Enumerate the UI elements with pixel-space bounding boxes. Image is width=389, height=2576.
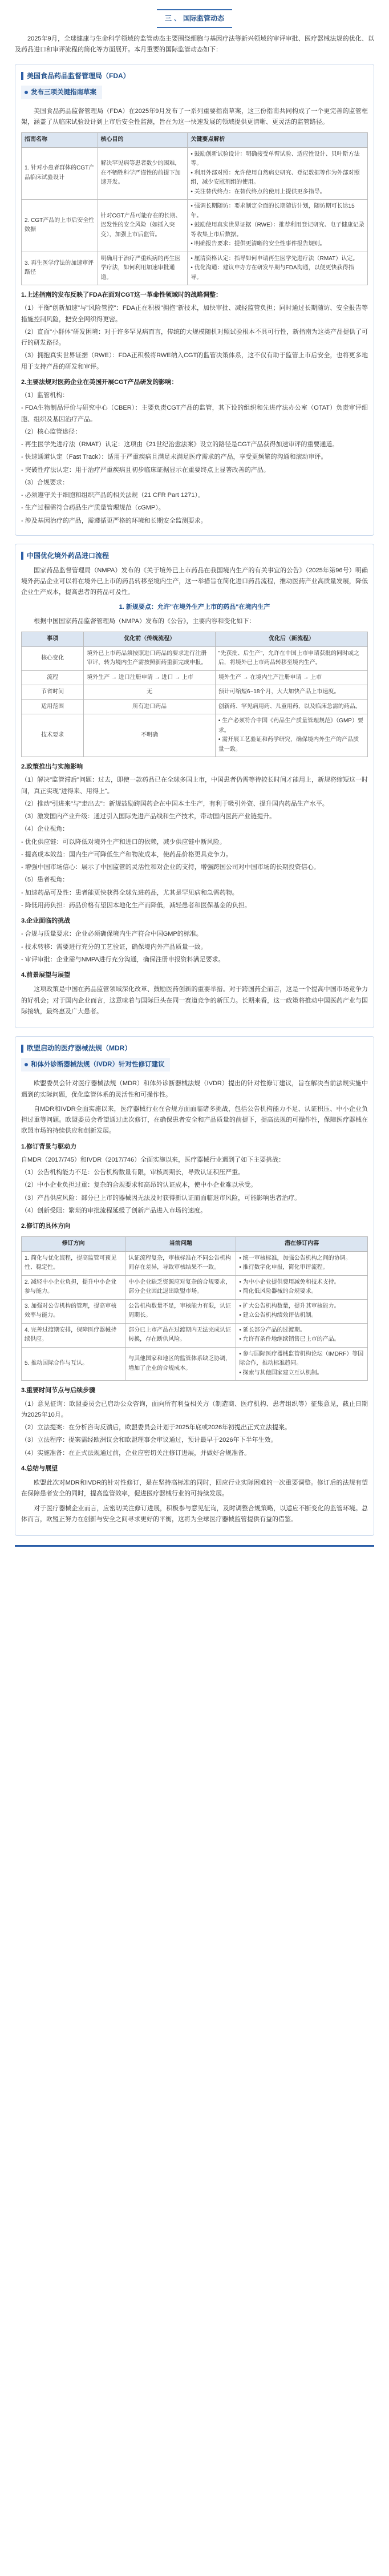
table-header-row [22, 133, 368, 148]
list-item: - 再生医学先进疗法（RMAT）认定：这项由《21世纪治愈法案》设立的路径是CGT产品获得加速审评的重要通道。 [21, 441, 339, 448]
fda-heading-2: 2.主要法规对医药企业在美国开展CGT产品研发的影响： [21, 378, 178, 386]
list-item: （2）中小企业负担过重：复杂的合规要求和高昂的认证成本，使中小企业难以承受。 [21, 1182, 257, 1189]
eu-paragraph: 欧盟委员会针对医疗器械法规（MDR）和体外诊断器械法规（IVDR）提出的针对性修订建议，旨在解决当前法规实施中遇到的实际问题，优化监管体系的灵活性和可操作性。 [21, 1080, 368, 1098]
table-row [22, 714, 368, 757]
china-heading-4: 4.前景展望与展望 [21, 972, 71, 979]
fda-paragraph: 美国食品药品监督管理局（FDA）在2025年9月发布了一系列重要指南草案，这三份指南共同构成了一个更完善的监管框架，涵盖了从临床试验设计到上市后安全性监测，旨在为这一快速发展的领域提供更清晰、更灵活的监管路径。 [21, 107, 368, 126]
eu-section [15, 1036, 374, 1536]
china-title: 中国优化境外药品进口流程 [27, 551, 110, 560]
china-comparison-table [21, 632, 368, 757]
china-section [15, 544, 374, 1028]
list-item: - 优化供应链：可以降低对境外生产和进口的依赖，减少供应链中断风险。 [21, 838, 226, 846]
eu-revision-table [21, 1236, 368, 1381]
table-cell: 针对CGT产品可能存在的长期、迟发性的安全风险（如插入突变），加强上市后监管。 [98, 200, 188, 252]
table-row [22, 252, 368, 285]
table-cell: 境外已上市药品须按照进口药品的要求进行注册审评，转为境内生产需按照新药重新完成申报。 [84, 646, 216, 670]
table-cell: 明确用于治疗严重疾病的再生医学疗法，如何利用加速审批通道。 [98, 252, 188, 285]
list-item: （1）意见征询：欧盟委员会已启动公众咨询，面向所有利益相关方（制造商、医疗机构、患者组织等）征集意见，截止日期为2025年10月。 [21, 1400, 368, 1418]
table-row [22, 699, 368, 714]
eu-heading-1: 1.修订背景与驱动力 [21, 1143, 77, 1150]
table-row [22, 1347, 368, 1381]
china-paragraph-4: 这项政策是中国在药品监管领域深化改革、鼓励医药创新的重要举措。对于跨国药企而言，这是一个提高中国市场竞争力的好机会；对于国内企业而言，这意味着与国际巨头在同一赛道竞争的新压力。长期来看，这一政策将推动中国医药产业与国际接轨，最终惠及广大患者。 [21, 986, 368, 1015]
table-row [22, 685, 368, 700]
footer-divider [15, 1545, 374, 1547]
china-paragraph: 国家药品监督管理局（NMPA）发布的《关于境外已上市药品在我国境内生产的有关事宜的公告》（2025年第96号）明确境外药品企业可以将在境外已上市的药品转移至境内生产，这一举措旨在简化进口药品流程，推动医药产业高质量发展，降低企业生产成本，提高患者的药品可及性。 [21, 567, 368, 596]
table-cell: 境外生产 → 进口注册申请 → 进口 → 上市 [84, 670, 216, 685]
table-cell: 1. 简化与优化流程，提高监管可预见性、稳定性。 [22, 1251, 125, 1275]
table-cell: 2. 减轻中小企业负担，提升中小企业参与能力。 [22, 1275, 125, 1299]
fda-heading [21, 70, 368, 82]
table-cell: 不明确 [84, 714, 216, 757]
heading-bar-icon [21, 72, 23, 80]
eu-paragraph-4b: 对于医疗器械企业而言，应密切关注修订进展，积极参与意见征询，及时调整合规策略，以适应不断变化的监管环境。总体而言，欧盟正努力在创新与安全之间寻求更好的平衡，这将为全球医疗器械监管提供有益的借鉴。 [21, 1505, 368, 1523]
table-cell: 公告机构数量不足，审核能力有限，认证周期长。 [125, 1299, 236, 1323]
eu-heading-3: 3.重要时间节点与后续步骤 [21, 1387, 96, 1394]
table-cell: • 厘清资格认定：指导如何申请再生医学先进疗法（RMAT）认定。 • 优化沟通：建议申办方在研发早期与FDA沟通，以便更快获得指导。 [188, 252, 368, 285]
list-item: - 生产过程需符合药品生产质量管理规范（cGMP）。 [21, 504, 165, 512]
table-header-row [22, 1237, 368, 1252]
table-cell: 所有进口药品 [84, 699, 216, 714]
eu-heading [21, 1042, 368, 1054]
list-item: - FDA生物制品评价与研究中心（CBER）：主要负责CGT产品的监管，其下设的组织和先进疗法办公室（OTAT）负责审评细胞、组织及基因治疗产品。 [21, 405, 368, 423]
list-item: （3）合规要求： [21, 479, 69, 486]
list-item: - 审评审批：企业需与NMPA进行充分沟通，确保注册申报资料满足要求。 [21, 956, 225, 963]
eu-heading-4: 4.总结与展望 [21, 1465, 58, 1472]
fda-subtitle: 发布三项关键指南草案 [31, 88, 96, 96]
list-item: （2）直面"小群体"研发困境：对于许多罕见病而言，传统的大规模随机对照试验根本不具可行性，新指南为这类产品提供了可行的研发路径。 [21, 328, 368, 347]
list-item: - 加速药品可及性：患者能更快获得全球先进药品，尤其是罕见病和急需药物。 [21, 889, 238, 896]
table-header-cell: 潜在修订内容 [236, 1237, 368, 1252]
table-row [22, 147, 368, 200]
table-cell: 预计可缩短6~18个月，大大加快产品上市速度。 [215, 685, 367, 700]
fda-subheading [21, 86, 102, 99]
table-cell: • 强调长期随访：要求制定全面的长期随访计划，随访期可长达15年。 • 鼓励使用真实世界证据（RWE）：推荐利用登记研究、电子健康记录等收集上市后数据。 • 明确报告要求：提供更清晰的安全性事件报告规则。 [188, 200, 368, 252]
eu-paragraph-2: 自MDR和IVDR全面实施以来，医疗器械行业在合规方面面临诸多挑战，包括公告机构能力不足、认证积压、中小企业负担过重等问题。欧盟委员会希望通过此次修订，在确保患者安全和产品质量的前提下，提高法规的可操作性，保障医疗器械在欧盟市场的持续供应和创新发展。 [21, 1105, 368, 1135]
table-header-cell: 事项 [22, 632, 84, 647]
eu-heading-2: 2.修订的具体方向 [21, 1223, 71, 1230]
table-header-cell: 优化后（新流程） [215, 632, 367, 647]
table-header-row [22, 632, 368, 647]
header [15, 9, 374, 28]
china-paragraph-2: 根据中国国家药品监督管理局（NMPA）发布的《公告》，主要内容和变化如下： [34, 617, 256, 625]
table-cell: 解决罕见病等患者数少的困难，在不牺牲科学严谨性的前提下加速开发。 [98, 147, 188, 200]
list-item: （2）立法提案：在分析咨询反馈后，欧盟委员会计划于2025年底或2026年初提出正式立法提案。 [21, 1424, 291, 1431]
list-item: - 降低用药负担：药品价格有望因本地化生产而降低，减轻患者和医保基金的负担。 [21, 901, 251, 909]
table-cell: • 参与国际医疗器械监管机构论坛（IMDRF）等国际合作，推动标准趋同。 • 探索与其他国家建立互认机制。 [236, 1347, 368, 1381]
header-title-box [157, 9, 232, 28]
table-row [22, 1299, 368, 1323]
header-separator: 、 [173, 14, 181, 22]
list-item: - 必须遵守关于细胞和组织产品的相关法规（21 CFR Part 1271）。 [21, 492, 204, 499]
table-cell: 5. 推动国际合作与互认。 [22, 1347, 125, 1381]
list-item: - 快速通道认定（Fast Track）：适用于严重疾病且满足未满足医疗需求的产品，享受更频繁的沟通和滚动审评。 [21, 454, 327, 461]
list-item: - 涉及基因治疗的产品，需遵循更严格的环境和长期安全监测要求。 [21, 517, 207, 524]
table-row [22, 200, 368, 252]
intro-paragraph: 2025年9月，全球健康与生命科学领域的监管动态主要围绕细胞与基因疗法等新兴领域的审评审批、医疗器械法规的优化、以及药品进口和审评流程的简化等方面展开。本月重要的国际监管动态如下： [15, 35, 374, 54]
list-item: （2）推动"引进来"与"走出去"：新规鼓励跨国药企在中国本土生产，有利于吸引外资、提升国内药品生产水平。 [21, 800, 329, 807]
table-cell: 创新药、罕见病用药、儿童用药，以及临床急需的药品。 [215, 699, 367, 714]
table-cell: 核心变化 [22, 646, 84, 670]
table-cell: • 延长部分产品的过渡期。 • 允许有条件地继续销售已上市的产品。 [236, 1323, 368, 1347]
list-item: （4）创新受阻：繁琐的审批流程延缓了创新产品进入市场的速度。 [21, 1207, 207, 1214]
table-cell: • 扩大公告机构数量，提升其审核能力。 • 建立公告机构绩效评估机制。 [236, 1299, 368, 1323]
list-item: （1）解决"监管滞后"问题：过去，即使一款药品已在全球多国上市，中国患者仍需等待较长时间才能用上，新规将缩短这一时间，真正实现"进得来、用得上"。 [21, 777, 368, 795]
china-heading-2: 2.政策推出与实施影响 [21, 763, 83, 771]
table-cell: • 鼓励创新试验设计：明确接受单臂试验、适应性设计、贝叶斯方法等。 • 利用外部对照：允许使用自然病史研究、登记数据等作为外部对照组，减少安慰剂组的使用。 • 关注替代终点：在替代终点的使用上提供更多指导。 [188, 147, 368, 200]
table-cell: 4. 完善过渡期安排，保障医疗器械持续供应。 [22, 1323, 125, 1347]
list-item: - 合规与质量要求：企业必须确保境内生产符合中国GMP的标准。 [21, 931, 202, 938]
table-cell: 1. 针对小患者群体的CGT产品临床试验设计 [22, 147, 98, 200]
table-cell: 流程 [22, 670, 84, 685]
table-cell: 节省时间 [22, 685, 84, 700]
bullet-dot-icon [25, 91, 28, 94]
bullet-dot-icon [25, 1063, 28, 1066]
heading-bar-icon [21, 552, 23, 560]
china-caption: 1. 新规要点：允许"在境外生产上市的药品"在境内生产 [119, 603, 270, 610]
table-cell: "先获批、后生产"，允许在中国上市申请获批的同时或之后，将境外已上市药品转移至境内生产。 [215, 646, 367, 670]
list-item: （1）监管机构： [21, 392, 69, 399]
list-item: （4）实施准备：在正式法规通过前，企业应密切关注修订进展，并做好合规准备。 [21, 1449, 251, 1457]
table-header-cell: 核心目的 [98, 133, 188, 148]
fda-section [15, 64, 374, 536]
table-header-cell: 关键要点解析 [188, 133, 368, 148]
list-item: 自MDR（2017/745）和IVDR（2017/746）全面实施以来，医疗器械行业遇到了如下主要挑战： [21, 1156, 285, 1163]
table-header-cell: 当前问题 [125, 1237, 236, 1252]
list-item: （3）激发国内产业升级：通过引入国际先进产品线和生产技术，带动国内医药产业链提升。 [21, 813, 276, 820]
eu-subtitle: 和体外诊断器械法规（IVDR）针对性修订建议 [31, 1061, 165, 1069]
list-item: （2）核心监管途径： [21, 428, 82, 435]
table-header-cell: 指南名称 [22, 133, 98, 148]
table-cell: 适用范围 [22, 699, 84, 714]
heading-bar-icon [21, 1045, 23, 1053]
list-item: （3）产品供应风险：部分已上市的器械因无法及时获得新认证而面临退市风险，可能影响患者治疗。 [21, 1194, 301, 1202]
table-row [22, 670, 368, 685]
table-cell: • 生产必须符合中国《药品生产质量管理规范》（GMP）要求。 • 需开展工艺验证和药学研究，确保境内外生产的产品质量一致。 [215, 714, 367, 757]
table-header-cell: 修订方向 [22, 1237, 125, 1252]
list-item: - 技术转移：需要进行充分的工艺验证，确保境内外产品质量一致。 [21, 943, 207, 951]
table-cell: • 为中小企业提供费用减免和技术支持。 • 简化低风险器械的合规要求。 [236, 1275, 368, 1299]
fda-guidance-table [21, 132, 368, 285]
eu-paragraph-4a: 欧盟此次对MDR和IVDR的针对性修订，是在坚持高标准的同时，回应行业实际困难的一次重要调整。修订后的法规有望在保障患者安全的同时，提高监管效率，促进医疗器械行业的可持续发展。 [21, 1479, 368, 1498]
list-item: （1）平衡"创新加速"与"风险管控"：FDA正在积极"拥抱"新技术，加快审批、减轻监管负担；同时通过长期随访、安全报告等措施控制风险，把安全网织得更密。 [21, 305, 368, 323]
china-heading [21, 550, 368, 562]
china-heading-3: 3.企业面临的挑战 [21, 917, 71, 925]
table-cell: 认证流程复杂，审核标准在不同公告机构间存在差异，导致审核结果不一致。 [125, 1251, 236, 1275]
header-number: 三 [164, 14, 172, 22]
table-header-cell: 优化前（传统流程） [84, 632, 216, 647]
list-item: （3）拥抱真实世界证据（RWE）：FDA正积极将RWE纳入CGT的监管决策体系，这不仅有助于监管上市后安全，也将更多地用于支持产品的研发和审评。 [21, 352, 368, 370]
table-cell: 无 [84, 685, 216, 700]
fda-heading-1: 1.上述指南的发布反映了FDA在面对CGT这一革命性领域时的战略调整： [21, 292, 222, 299]
table-cell: 境外生产 → 在境内生产注册申请 → 上市 [215, 670, 367, 685]
fda-title: 美国食品药品监督管理局（FDA） [27, 71, 130, 80]
table-cell: 3. 再生医学疗法的加速审评路径 [22, 252, 98, 285]
list-item: （5）患者视角： [21, 876, 69, 884]
table-cell: 与其他国家和地区的监管体系缺乏协调，增加了企业的合规成本。 [125, 1347, 236, 1381]
eu-title: 欧盟启动的医疗器械法规（MDR） [27, 1044, 132, 1053]
table-row [22, 1275, 368, 1299]
table-cell: 中小企业缺乏资源应对复杂的合规要求，部分企业因此退出欧盟市场。 [125, 1275, 236, 1299]
list-item: （4）企业视角： [21, 826, 69, 833]
eu-subheading [21, 1058, 170, 1071]
list-item: - 增强中国市场信心：展示了中国监管的灵活性和对企业的支持，增强跨国公司对中国市场的长期投资信心。 [21, 864, 320, 871]
table-cell: 2. CGT产品的上市后安全性数据 [22, 200, 98, 252]
header-title: 国际监管动态 [183, 14, 225, 22]
table-row [22, 1323, 368, 1347]
table-cell: 3. 加强对公告机构的管理，提高审核效率与能力。 [22, 1299, 125, 1323]
list-item: - 提高成本效益：国内生产可降低生产和物流成本，使药品价格更具竞争力。 [21, 851, 232, 858]
table-row [22, 646, 368, 670]
list-item: （3）立法程序：提案需经欧洲议会和欧盟理事会审议通过，预计最早于2026年下半年生效。 [21, 1437, 277, 1444]
list-item: （1）公告机构能力不足：公告机构数量有限，审核周期长，导致认证积压严重。 [21, 1169, 245, 1176]
list-item: - 突破性疗法认定：用于治疗严重疾病且初步临床证据显示在重要终点上显著改善的产品。 [21, 466, 270, 474]
table-cell: • 统一审核标准，加强公告机构之间的协调。 • 推行数字化申报，简化审评流程。 [236, 1251, 368, 1275]
table-cell: 技术要求 [22, 714, 84, 757]
table-row [22, 1251, 368, 1275]
table-cell: 部分已上市产品在过渡期内无法完成认证转换，存在断供风险。 [125, 1323, 236, 1347]
